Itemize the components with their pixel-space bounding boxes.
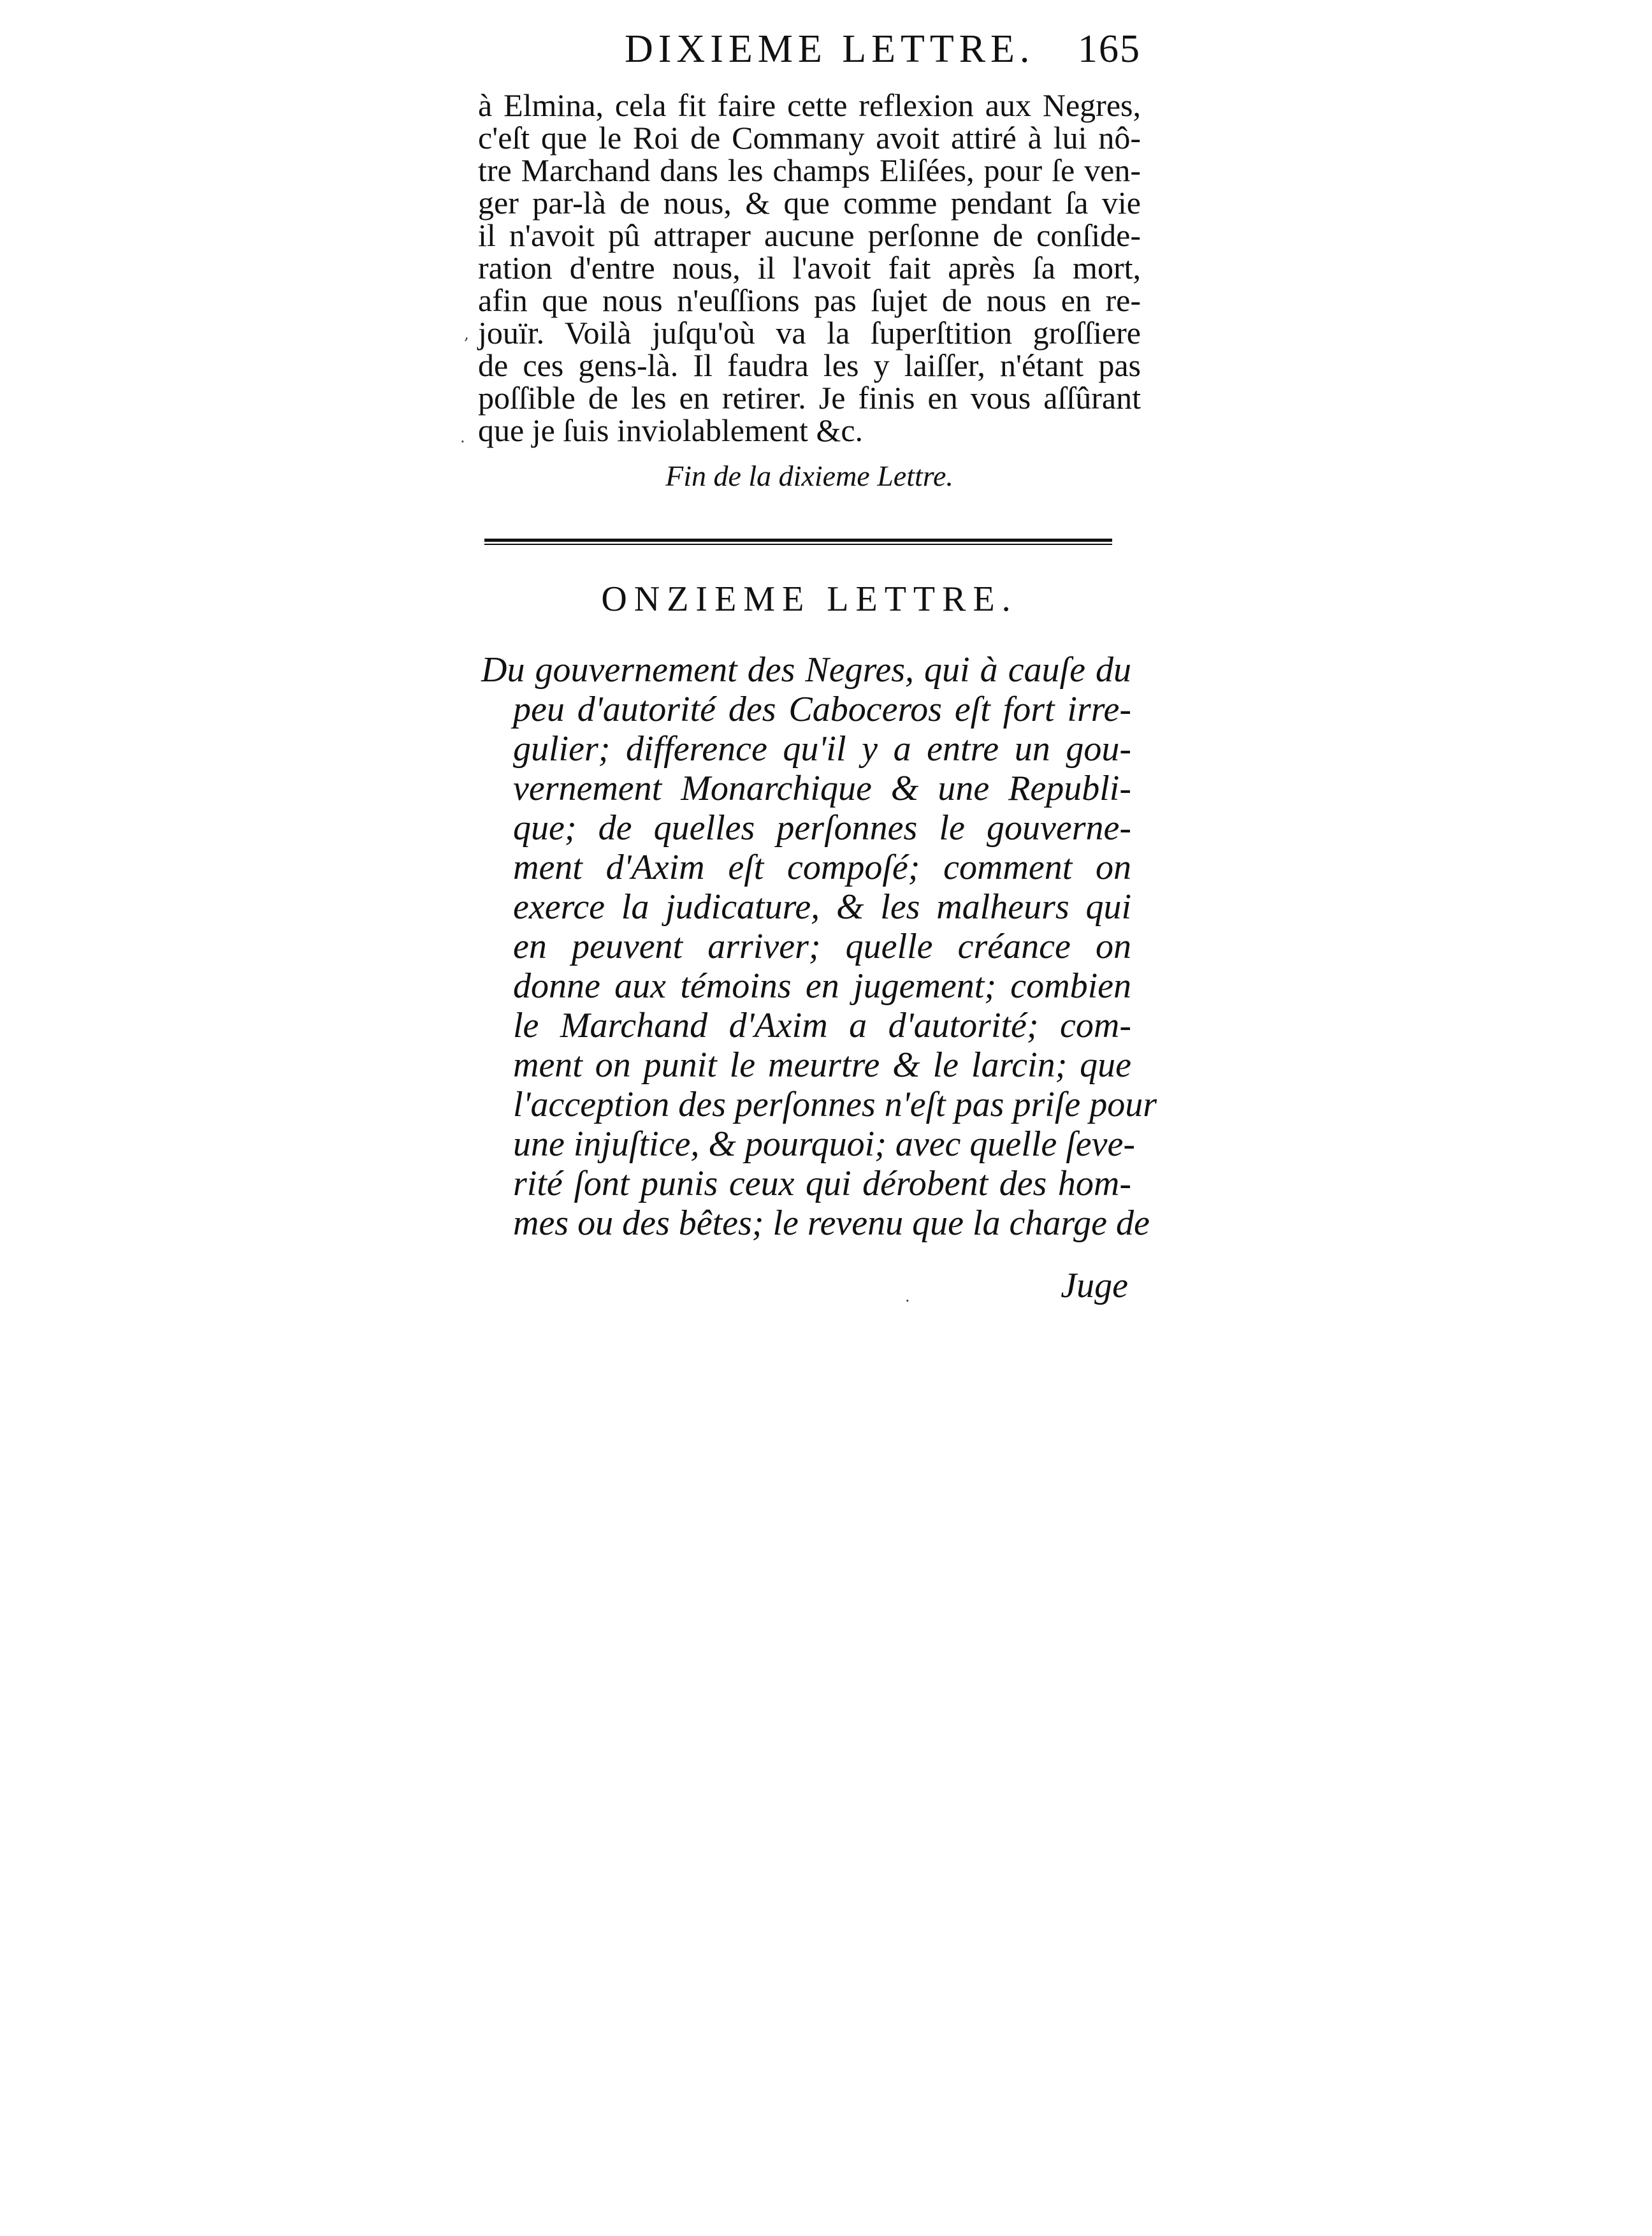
text-line: il n'avoit pû attraper aucune perſonne de conſide-	[478, 217, 1141, 253]
summary-line: que; de quelles perſonnes le gouverne-	[513, 808, 1131, 848]
summary-line: exerce la judicature, & les malheurs qui	[513, 887, 1131, 927]
summary-line: mes ou des bêtes; le revenu que la charge de	[513, 1203, 1150, 1243]
page-number: 165	[1078, 27, 1141, 71]
text-line: poſſible de les en retirer. Je finis en vous aſſûrant	[478, 380, 1141, 416]
summary-line: rité ſont punis ceux qui dérobent des hom-	[513, 1164, 1131, 1203]
print-speck: .	[460, 428, 465, 446]
summary-line: peu d'autorité des Caboceros eſt fort irre-	[513, 690, 1131, 729]
running-title: DIXIEME LETTRE.	[625, 27, 1035, 71]
summary-line: ment on punit le meurtre & le larcin; que	[513, 1045, 1131, 1085]
text-line: ration d'entre nous, il l'avoit fait après ſa mort,	[478, 250, 1141, 286]
text-line: à Elmina, cela fit faire cette reflexion aux Negres,	[478, 87, 1141, 123]
summary-line: gulier; difference qu'il y a entre un gou-	[513, 729, 1131, 769]
text-line: que je ſuis inviolablement &c.	[478, 412, 864, 448]
end-of-letter-note: Fin de la dixieme Lettre.	[665, 460, 953, 492]
summary-line: l'acception des perſonnes n'eſt pas priſe pour	[513, 1085, 1157, 1124]
catchword: Juge	[1061, 1266, 1128, 1305]
text-line: de ces gens-là. Il faudra les y laiſſer, n'étant pas	[478, 347, 1141, 383]
chapter-summary	[481, 650, 1157, 1243]
summary-line: ment d'Axim eſt compoſé; comment on	[513, 848, 1131, 887]
text-line: c'eſt que le Roi de Commany avoit attiré à lui nô-	[478, 120, 1141, 156]
summary-line: Du gouvernement des Negres, qui à cauſe du	[481, 650, 1131, 690]
section-divider	[484, 539, 1112, 545]
summary-line: le Marchand d'Axim a d'autorité; com-	[513, 1006, 1131, 1045]
chapter-heading: ONZIEME LETTRE.	[601, 579, 1018, 619]
summary-line: donne aux témoins en jugement; combien	[513, 966, 1131, 1006]
text-line: afin que nous n'euſſions pas ſujet de nous en re-	[478, 282, 1141, 318]
summary-line: une injuſtice, & pourquoi; avec quelle ſeve-	[513, 1124, 1136, 1164]
print-speck: .	[905, 1288, 910, 1305]
running-head	[625, 27, 1147, 84]
summary-line: en peuvent arriver; quelle créance on	[513, 927, 1131, 966]
text-line: tre Marchand dans les champs Eliſées, pour ſe ven-	[478, 152, 1141, 188]
summary-line: vernement Monarchique & une Republi-	[513, 769, 1131, 808]
text-line: ger par-là de nous, & que comme pendant ſa vie	[478, 185, 1141, 221]
print-speck: ‚	[464, 325, 469, 343]
text-line: jouïr. Voilà juſqu'où va la ſuperſtition groſſiere	[478, 315, 1141, 351]
letter-closing-text	[478, 89, 1141, 447]
